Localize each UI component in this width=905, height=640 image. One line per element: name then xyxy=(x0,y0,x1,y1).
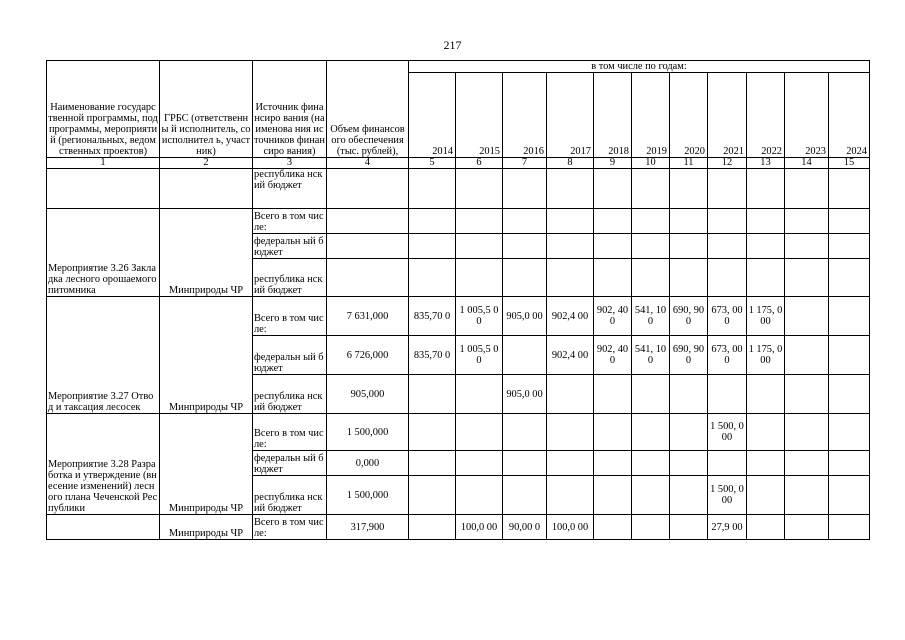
volume-cell: 317,900 xyxy=(327,515,409,540)
column-number: 11 xyxy=(670,158,708,169)
volume-cell xyxy=(327,209,409,234)
value-cell xyxy=(547,169,594,209)
value-cell xyxy=(594,169,632,209)
cell-empty xyxy=(160,169,253,209)
value-cell xyxy=(632,515,670,540)
value-cell xyxy=(409,234,456,259)
value-cell xyxy=(456,375,503,414)
value-cell xyxy=(456,234,503,259)
value-cell: 902,4 00 xyxy=(547,336,594,375)
header-name: Наименование государственной программы, подпрограммы, мероприятий (региональных, ведомственных проектов) xyxy=(47,61,160,158)
value-cell xyxy=(456,169,503,209)
value-cell: 1 500, 000 xyxy=(708,476,747,515)
volume-cell: 0,000 xyxy=(327,451,409,476)
volume-cell: 1 500,000 xyxy=(327,476,409,515)
year-header: 2023 xyxy=(785,73,829,158)
value-cell xyxy=(632,259,670,297)
value-cell xyxy=(785,414,829,451)
value-cell: 541, 100 xyxy=(632,336,670,375)
value-cell xyxy=(670,169,708,209)
value-cell: 690, 900 xyxy=(670,336,708,375)
table-row xyxy=(47,515,870,540)
grbs-cell: Минприроды ЧР xyxy=(160,414,253,515)
grbs-cell: Минприроды ЧР xyxy=(160,209,253,297)
value-cell xyxy=(829,515,870,540)
value-cell: 902, 400 xyxy=(594,336,632,375)
value-cell xyxy=(708,259,747,297)
value-cell xyxy=(670,375,708,414)
measure-name: Мероприятие 3.26 Закладка лесного орошаемого питомника xyxy=(47,209,160,297)
value-cell xyxy=(708,169,747,209)
column-number: 15 xyxy=(829,158,870,169)
value-cell: 1 005,5 00 xyxy=(456,297,503,336)
column-number: 14 xyxy=(785,158,829,169)
grbs-cell: Минприроды ЧР xyxy=(160,297,253,414)
source-cell: республика нский бюджет xyxy=(253,375,327,414)
column-number: 7 xyxy=(503,158,547,169)
value-cell xyxy=(503,476,547,515)
value-cell xyxy=(747,476,785,515)
value-cell xyxy=(547,234,594,259)
value-cell xyxy=(829,234,870,259)
value-cell xyxy=(829,169,870,209)
header-by-years: в том числе по годам: xyxy=(409,61,870,73)
value-cell xyxy=(785,375,829,414)
source-cell: федеральн ый бюджет xyxy=(253,451,327,476)
value-cell: 835,70 0 xyxy=(409,336,456,375)
value-cell xyxy=(456,476,503,515)
value-cell xyxy=(670,234,708,259)
value-cell xyxy=(409,375,456,414)
volume-cell xyxy=(327,169,409,209)
value-cell xyxy=(829,476,870,515)
value-cell xyxy=(785,259,829,297)
value-cell xyxy=(747,375,785,414)
value-cell xyxy=(594,234,632,259)
value-cell xyxy=(632,476,670,515)
value-cell: 1 175, 000 xyxy=(747,297,785,336)
year-header: 2022 xyxy=(747,73,785,158)
value-cell xyxy=(594,476,632,515)
value-cell xyxy=(670,209,708,234)
value-cell xyxy=(456,451,503,476)
value-cell xyxy=(670,414,708,451)
value-cell: 1 005,5 00 xyxy=(456,336,503,375)
value-cell xyxy=(503,451,547,476)
value-cell xyxy=(829,414,870,451)
value-cell: 902, 400 xyxy=(594,297,632,336)
value-cell: 541, 100 xyxy=(632,297,670,336)
column-number: 9 xyxy=(594,158,632,169)
value-cell xyxy=(829,259,870,297)
year-header: 2021 xyxy=(708,73,747,158)
value-cell xyxy=(456,259,503,297)
source-cell: Всего в том числе: xyxy=(253,515,327,540)
volume-cell: 1 500,000 xyxy=(327,414,409,451)
table-row xyxy=(47,209,870,234)
value-cell xyxy=(594,375,632,414)
column-number: 5 xyxy=(409,158,456,169)
value-cell xyxy=(829,209,870,234)
value-cell: 100,0 00 xyxy=(456,515,503,540)
column-number: 10 xyxy=(632,158,670,169)
value-cell xyxy=(785,297,829,336)
year-header: 2017 xyxy=(547,73,594,158)
value-cell xyxy=(632,451,670,476)
value-cell xyxy=(409,451,456,476)
value-cell xyxy=(456,414,503,451)
header-source: Источник финансиро вания (наименова ния источников финансиро вания) xyxy=(253,61,327,158)
volume-cell: 905,000 xyxy=(327,375,409,414)
value-cell: 902,4 00 xyxy=(547,297,594,336)
source-cell: республика нский бюджет xyxy=(253,476,327,515)
value-cell xyxy=(785,169,829,209)
value-cell xyxy=(547,451,594,476)
value-cell xyxy=(670,451,708,476)
value-cell xyxy=(632,414,670,451)
value-cell: 27,9 00 xyxy=(708,515,747,540)
header-volume: Объем финансового обеспечения (тыс. рублей), xyxy=(327,61,409,158)
value-cell xyxy=(829,375,870,414)
value-cell xyxy=(409,414,456,451)
page-number: 217 xyxy=(443,38,462,52)
value-cell xyxy=(785,451,829,476)
value-cell xyxy=(503,336,547,375)
measure-name: Мероприятие 3.28 Разработка и утверждение (внесение изменений) лесного плана Чеченской Республики xyxy=(47,414,160,515)
value-cell xyxy=(409,476,456,515)
value-cell xyxy=(547,259,594,297)
year-header: 2020 xyxy=(670,73,708,158)
value-cell xyxy=(503,414,547,451)
value-cell xyxy=(594,515,632,540)
value-cell: 905,0 00 xyxy=(503,375,547,414)
year-header: 2016 xyxy=(503,73,547,158)
value-cell xyxy=(409,259,456,297)
column-number: 8 xyxy=(547,158,594,169)
source-cell: республика нский бюджет xyxy=(253,169,327,209)
value-cell xyxy=(785,209,829,234)
value-cell xyxy=(670,476,708,515)
value-cell xyxy=(747,414,785,451)
value-cell xyxy=(747,259,785,297)
value-cell xyxy=(632,169,670,209)
value-cell xyxy=(747,234,785,259)
source-cell: федеральн ый бюджет xyxy=(253,234,327,259)
value-cell xyxy=(670,259,708,297)
year-header: 2015 xyxy=(456,73,503,158)
value-cell xyxy=(747,515,785,540)
value-cell xyxy=(547,476,594,515)
value-cell: 1 175, 000 xyxy=(747,336,785,375)
column-number: 12 xyxy=(708,158,747,169)
value-cell: 90,00 0 xyxy=(503,515,547,540)
value-cell xyxy=(829,451,870,476)
value-cell xyxy=(747,169,785,209)
year-header: 2024 xyxy=(829,73,870,158)
header-grbs: ГРБС (ответственны й исполнитель, соисполнител ь, участник) xyxy=(160,61,253,158)
value-cell xyxy=(632,209,670,234)
column-number: 3 xyxy=(253,158,327,169)
value-cell xyxy=(785,476,829,515)
year-header: 2019 xyxy=(632,73,670,158)
value-cell xyxy=(594,259,632,297)
value-cell xyxy=(632,234,670,259)
value-cell xyxy=(547,375,594,414)
source-cell: федеральн ый бюджет xyxy=(253,336,327,375)
table-row xyxy=(47,414,870,451)
column-number: 2 xyxy=(160,158,253,169)
value-cell xyxy=(829,297,870,336)
cell-empty xyxy=(47,515,160,540)
column-number: 6 xyxy=(456,158,503,169)
value-cell xyxy=(594,451,632,476)
value-cell: 1 500, 000 xyxy=(708,414,747,451)
table-row xyxy=(47,297,870,336)
source-cell: Всего в том числе: xyxy=(253,209,327,234)
column-number: 1 xyxy=(47,158,160,169)
measure-name: Мероприятие 3.27 Отвод и таксация лесосек xyxy=(47,297,160,414)
value-cell xyxy=(594,414,632,451)
value-cell xyxy=(708,234,747,259)
value-cell: 673, 000 xyxy=(708,336,747,375)
value-cell xyxy=(594,209,632,234)
value-cell xyxy=(409,209,456,234)
value-cell xyxy=(708,451,747,476)
value-cell xyxy=(503,234,547,259)
value-cell xyxy=(747,451,785,476)
source-cell: республика нский бюджет xyxy=(253,259,327,297)
value-cell xyxy=(409,169,456,209)
volume-cell xyxy=(327,234,409,259)
value-cell xyxy=(708,209,747,234)
column-number-row xyxy=(47,158,870,169)
year-header: 2014 xyxy=(409,73,456,158)
value-cell xyxy=(785,336,829,375)
value-cell xyxy=(547,414,594,451)
year-header: 2018 xyxy=(594,73,632,158)
value-cell xyxy=(785,515,829,540)
column-number: 13 xyxy=(747,158,785,169)
value-cell xyxy=(670,515,708,540)
header-row-top xyxy=(47,61,870,73)
value-cell xyxy=(503,209,547,234)
volume-cell: 7 631,000 xyxy=(327,297,409,336)
value-cell: 905,0 00 xyxy=(503,297,547,336)
value-cell xyxy=(409,515,456,540)
volume-cell xyxy=(327,259,409,297)
value-cell xyxy=(785,234,829,259)
source-cell: Всего в том числе: xyxy=(253,414,327,451)
value-cell xyxy=(747,209,785,234)
value-cell: 100,0 00 xyxy=(547,515,594,540)
value-cell: 673, 000 xyxy=(708,297,747,336)
value-cell xyxy=(547,209,594,234)
volume-cell: 6 726,000 xyxy=(327,336,409,375)
value-cell xyxy=(456,209,503,234)
value-cell: 835,70 0 xyxy=(409,297,456,336)
table-row xyxy=(47,169,870,209)
value-cell: 690, 900 xyxy=(670,297,708,336)
grbs-cell: Минприроды ЧР xyxy=(160,515,253,540)
cell-empty xyxy=(47,169,160,209)
budget-table xyxy=(46,60,870,540)
column-number: 4 xyxy=(327,158,409,169)
value-cell xyxy=(632,375,670,414)
value-cell xyxy=(503,169,547,209)
source-cell: Всего в том числе: xyxy=(253,297,327,336)
value-cell xyxy=(708,375,747,414)
value-cell xyxy=(503,259,547,297)
value-cell xyxy=(829,336,870,375)
